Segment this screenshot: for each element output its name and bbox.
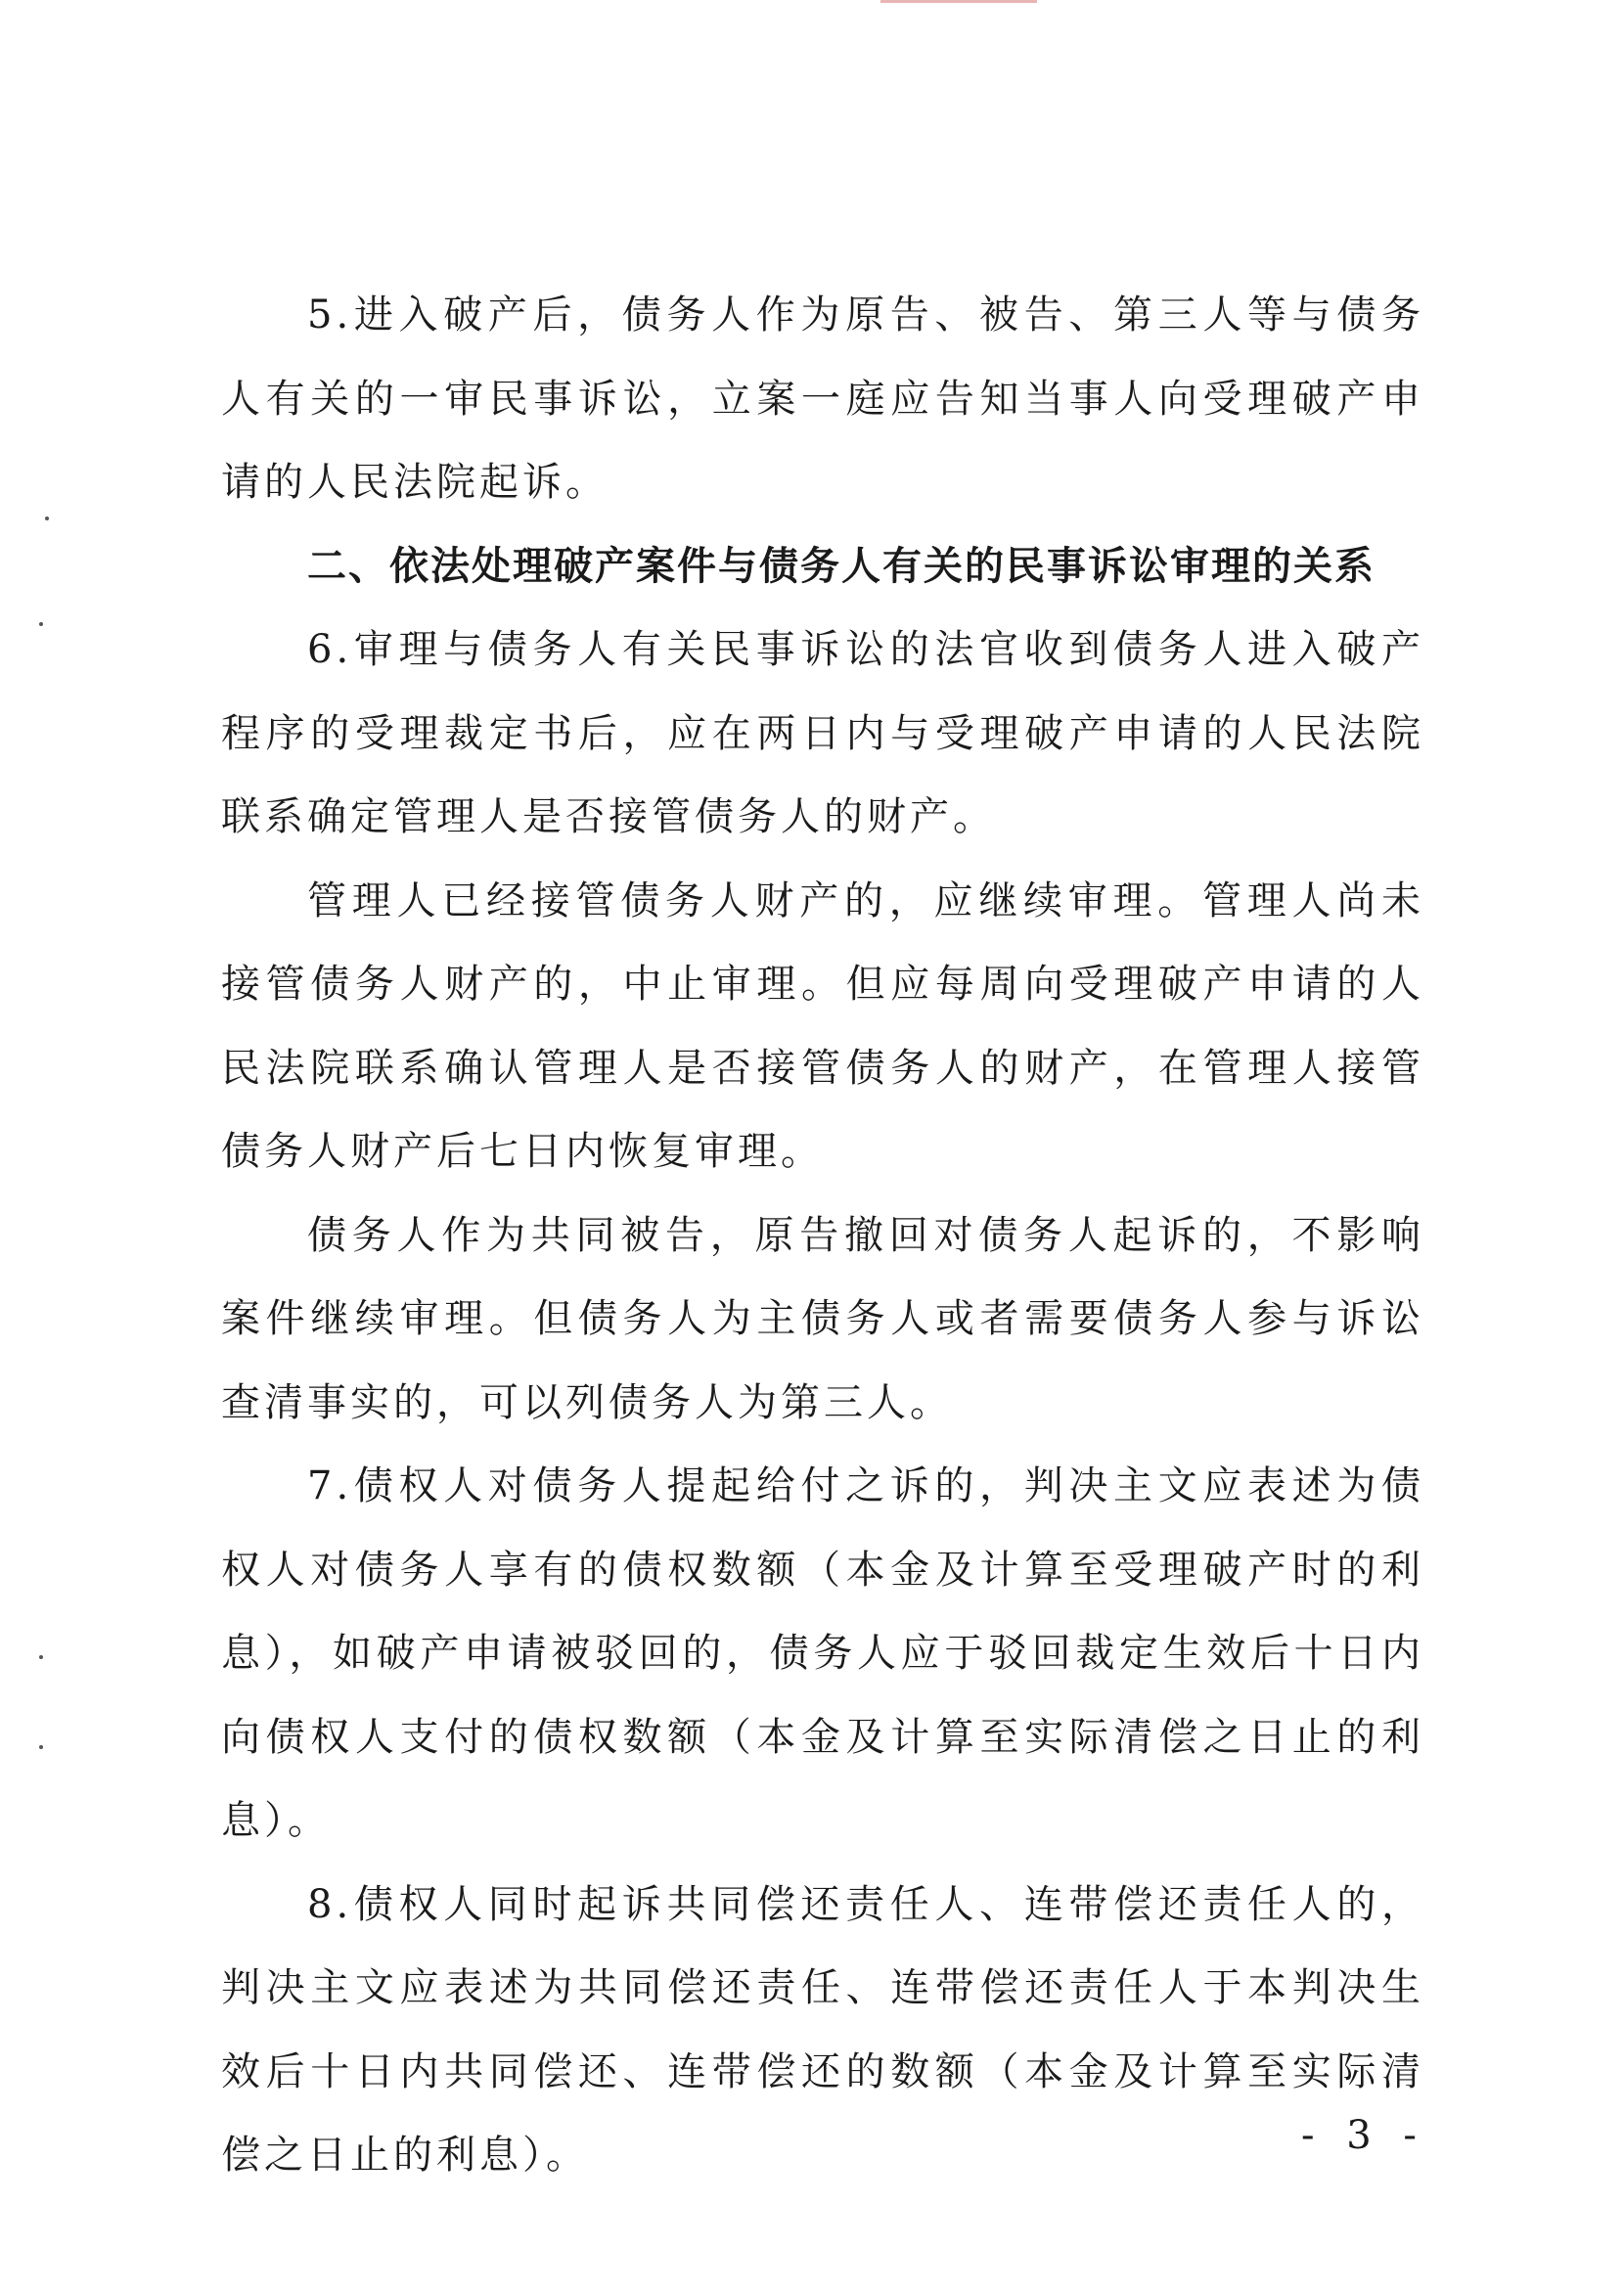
paragraph-item-8: 8.债权人同时起诉共同偿还责任人、连带偿还责任人的，判决主文应表述为共同偿还责任、连带偿还责任人于本判决生效后十日内共同偿还、连带偿还的数额（本金及计算至实际清偿之日止的利息）。: [221, 1881, 1424, 2178]
paragraph-item-7: 7.债权人对债务人提起给付之诉的，判决主文应表述为债权人对债务人享有的债权数额（本金及计算至受理破产时的利息），如破产申请被驳回的，债务人应于驳回裁定生效后十日内向债权人支付的债权数额（本金及计算至实际清偿之日止的利息）。: [221, 1463, 1424, 1843]
scan-dot: [39, 1655, 43, 1659]
paragraph-item-5: 5.进入破产后，债务人作为原告、被告、第三人等与债务人有关的一审民事诉讼，立案一庭应告知当事人向受理破产申请的人民法院起诉。: [221, 292, 1424, 505]
page-number: - 3 -: [1301, 2113, 1426, 2158]
scan-dot: [45, 517, 49, 520]
section-heading: 二、依法处理破产案件与债务人有关的民事诉讼审理的关系: [307, 543, 1376, 589]
paragraph-custodian: 管理人已经接管债务人财产的，应继续审理。管理人尚未接管债务人财产的，中止审理。但应每周向受理破产申请的人民法院联系确认管理人是否接管债务人的财产，在管理人接管债务人财产后七日内恢复审理。: [221, 877, 1424, 1174]
paragraph-item-6: 6.审理与债务人有关民事诉讼的法官收到债务人进入破产程序的受理裁定书后，应在两日内与受理破产申请的人民法院联系确定管理人是否接管债务人的财产。: [221, 627, 1424, 839]
paragraph-co-defendant: 债务人作为共同被告，原告撤回对债务人起诉的，不影响案件继续审理。但债务人为主债务人或者需要债务人参与诉讼查清事实的，可以列债务人为第三人。: [221, 1212, 1424, 1425]
scan-dot: [39, 622, 43, 626]
scan-dot: [39, 1745, 43, 1749]
scan-edge-mark: [880, 0, 1037, 3]
document-body: [221, 274, 1424, 2198]
